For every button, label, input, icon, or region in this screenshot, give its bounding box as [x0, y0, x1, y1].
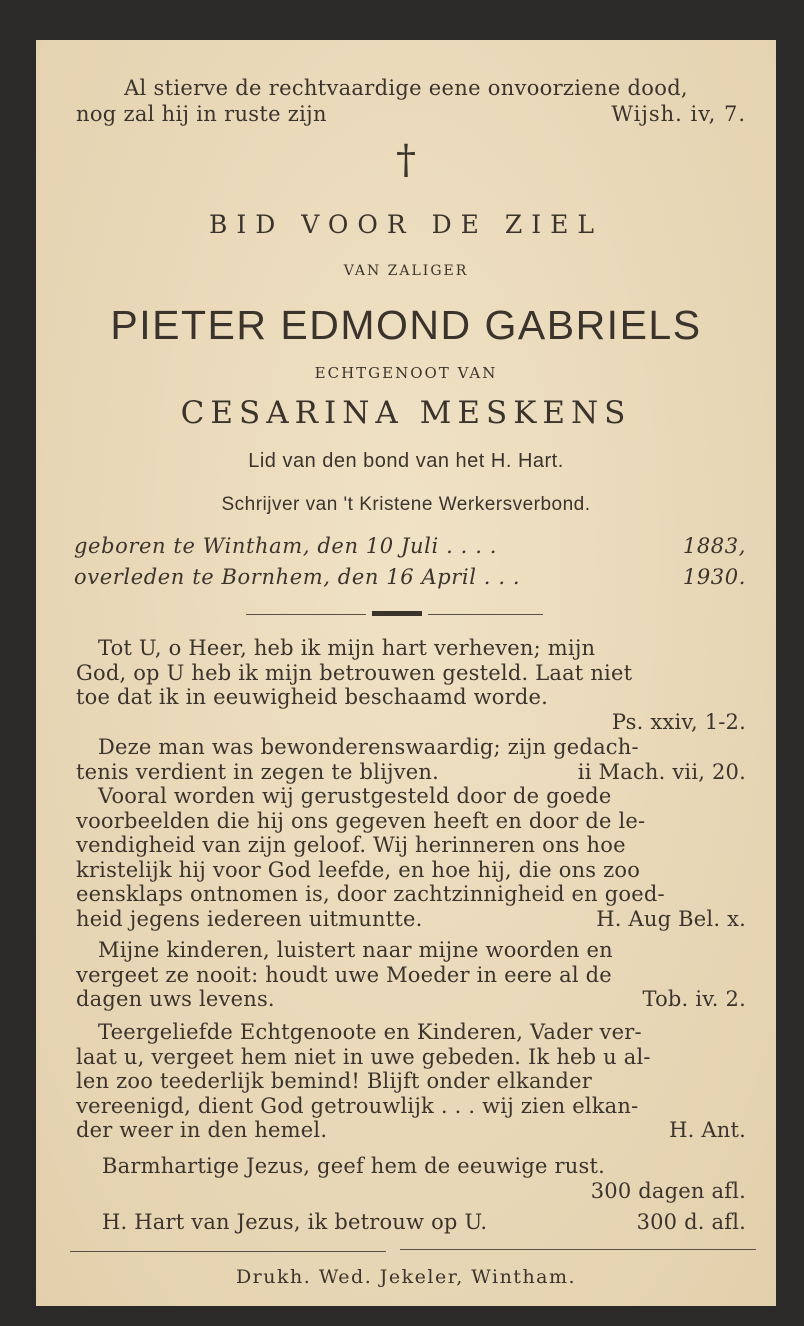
- divider-left: [246, 614, 366, 615]
- passage-5-reference: H. Ant.: [669, 1118, 746, 1142]
- death-year: 1930.: [682, 565, 746, 589]
- passage-5-line: len zoo teederlijk bemind! Blijft onder elkander: [76, 1069, 592, 1093]
- passage-3-line: heid jegens iedereen uitmuntte.: [76, 906, 423, 931]
- passage-4-line: Mijne kinderen, luistert naar mijne woorden en: [98, 938, 613, 962]
- passage-3-line: Vooral worden wij gerustgesteld door de goede: [98, 784, 612, 808]
- printer-credit: Drukh. Wed. Jekeler, Wintham.: [235, 1266, 577, 1288]
- passage-1-line: toe dat ik in eeuwigheid beschaamd worde.: [76, 685, 549, 709]
- prayer-2-text: H. Hart van Jezus, ik betrouw op U.: [102, 1210, 488, 1234]
- passage-5-line: vereenigd, dient God getrouwlijk . . . wij zien elkan-: [76, 1093, 639, 1118]
- membership-1: Lid van den bond van het H. Hart.: [248, 450, 564, 472]
- bottom-rule-right: [400, 1249, 756, 1250]
- epigraph-line-2-row: [76, 102, 746, 126]
- epigraph-line-1: Al stierve de rechtvaardige eene onvoorziene dood,: [124, 76, 688, 100]
- passage-3-line: voorbeelden die hij ons gegeven heeft en door de le-: [76, 808, 646, 833]
- birth-text: geboren te Wintham, den 10 Juli . . . .: [74, 534, 498, 558]
- passage-3-line: kristelijk hij voor God leefde, en hoe hij, die ons zoo: [76, 857, 641, 882]
- birth-line: [74, 534, 746, 558]
- subheading: VAN ZALIGER: [343, 263, 469, 279]
- prayer-2: [76, 1210, 746, 1235]
- passage-2: [76, 735, 746, 784]
- passage-4-line: vergeet ze nooit: houdt uwe Moeder in eere al de: [76, 962, 612, 987]
- passage-5-line: laat u, vergeet hem niet in uwe gebeden. Ik heb u al-: [76, 1044, 651, 1069]
- divider-center: [372, 611, 422, 616]
- death-line: [74, 565, 746, 589]
- passage-4: [76, 938, 746, 1012]
- membership-2: Schrijver van 't Kristene Werkersverbond.: [221, 494, 591, 515]
- bottom-rule-left: [70, 1251, 386, 1252]
- passage-1: [76, 636, 746, 734]
- deceased-name: PIETER EDMOND GABRIELS: [110, 302, 702, 348]
- passage-5-line: der weer in den hemel.: [76, 1118, 328, 1142]
- prayer-1-indulgence: 300 dagen afl.: [590, 1178, 746, 1203]
- passage-3-line: eensklaps ontnomen is, door zachtzinnigheid en goed-: [76, 882, 665, 906]
- heading: BID VOOR DE ZIEL: [209, 210, 603, 239]
- birth-year: 1883,: [682, 534, 746, 558]
- passage-5: [76, 1020, 746, 1143]
- prayer-1: [76, 1154, 746, 1203]
- passage-1-reference: Ps. xxiv, 1-2.: [611, 709, 746, 734]
- prayer-1-text: Barmhartige Jezus, geef hem de eeuwige rust.: [102, 1154, 605, 1178]
- card-paper: [36, 40, 776, 1306]
- passage-1-line: Tot U, o Heer, heb ik mijn hart verheven; mijn: [98, 636, 596, 660]
- passage-5-line: Teergeliefde Echtgenoote en Kinderen, Vader ver-: [98, 1020, 642, 1044]
- passage-2-reference: ii Mach. vii, 20.: [577, 759, 746, 784]
- passage-3: [76, 784, 746, 931]
- passage-3-line: vendigheid van zijn geloof. Wij herinneren ons hoe: [76, 833, 626, 857]
- passage-4-reference: Tob. iv. 2.: [642, 987, 746, 1011]
- passage-2-line: tenis verdient in zegen te blijven.: [76, 759, 440, 784]
- passage-2-line: Deze man was bewonderenswaardig; zijn gedach-: [98, 735, 639, 759]
- epigraph-reference: Wijsh. iv, 7.: [611, 102, 746, 126]
- cross-icon: †: [396, 137, 416, 183]
- divider-right: [428, 614, 543, 615]
- epigraph-line-2: nog zal hij in ruste zijn: [76, 102, 327, 126]
- passage-4-line: dagen uws levens.: [76, 987, 275, 1011]
- spouse-name: CESARINA MESKENS: [180, 395, 632, 431]
- prayer-2-indulgence: 300 d. afl.: [636, 1210, 746, 1234]
- spouse-label: ECHTGENOOT VAN: [314, 364, 498, 382]
- death-text: overleden te Bornhem, den 16 April . . .: [74, 565, 521, 589]
- passage-1-line: God, op U heb ik mijn betrouwen gesteld. Laat niet: [76, 660, 633, 685]
- passage-3-reference: H. Aug Bel. x.: [596, 906, 746, 931]
